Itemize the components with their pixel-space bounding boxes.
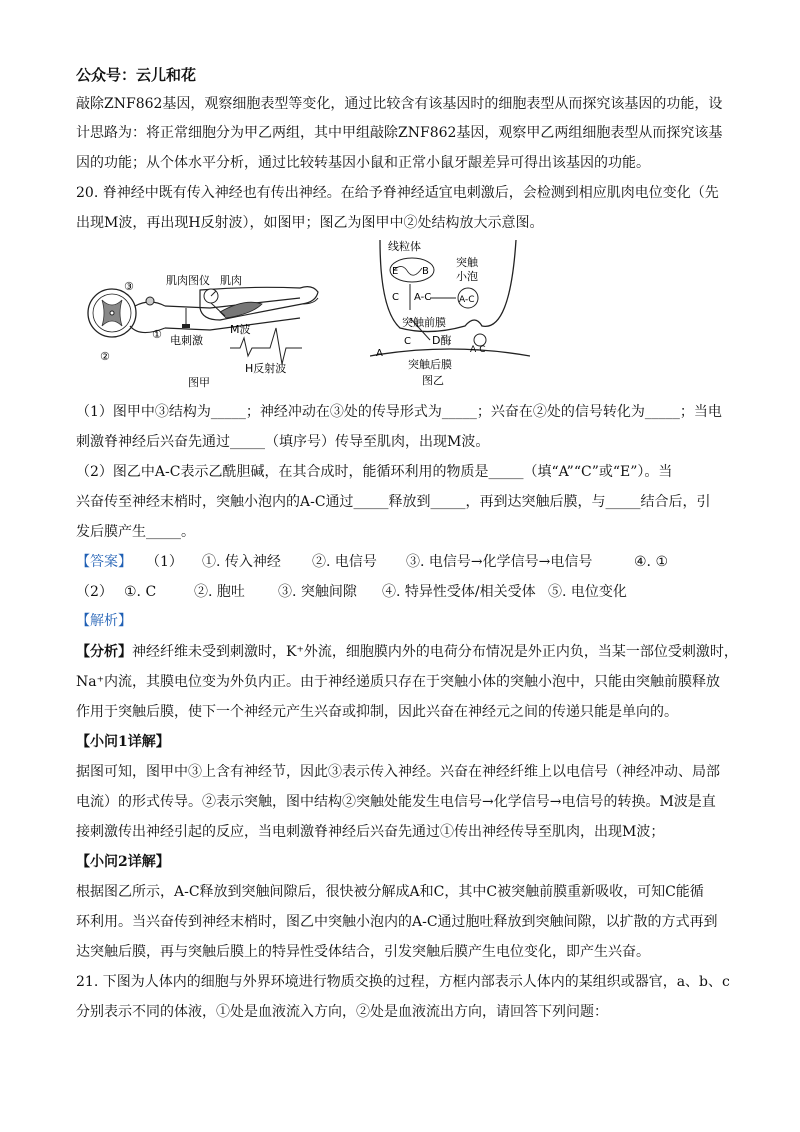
intro-line: 敲除ZNF862基因，观察细胞表型等变化，通过比较含有该基因时的细胞表型从而探究该基因的功能，设 [76,96,723,112]
answer-item: ③. 突触间隙 [278,584,357,600]
answer-item: ①. C [124,584,157,600]
intro-line: 因的功能；从个体水平分析，通过比较转基因小鼠和正常小鼠牙龈差异可得出该基因的功能。 [76,155,650,171]
answer-item: ②. 胞吐 [194,584,245,600]
figure-jia [80,268,342,390]
label-ac-low: A-C [470,345,486,355]
answer-item: ①. 传入神经 [202,554,281,570]
label-h-wave: H反射波 [245,362,287,375]
answer-item: ⑤. 电位变化 [548,584,627,600]
answer-item: ③. 电信号→化学信号→电信号 [406,554,593,570]
label-c-left: C [392,292,399,303]
analysis-line: 据图可知，图甲中③上含有神经节，因此③表示传入神经。兴奋在神经纤维上以电信号（神经冲动、局部 [76,764,720,780]
question-20-stem: 出现M波，再出现H反射波），如图甲；图乙为图甲中②处结构放大示意图。 [76,215,544,231]
analysis-line: 环利用。当兴奋传到神经末梢时，图乙中突触小泡内的A-C通过胞吐释放到突触间隙，以扩散的方式再到 [76,914,718,930]
label-vesicle-2: 小泡 [456,270,478,283]
label-stimulus: 电刺激 [170,334,203,347]
label-3: ③ [124,280,134,293]
figure-yi [370,240,530,388]
label-recorder: 肌肉图仪 [166,274,210,287]
sub2-tag: 【小问2详解】 [76,854,170,870]
label-e: E [392,266,399,277]
answer-tag: 【答案】 [76,554,132,570]
analysis-line: 根据图乙所示，A-C释放到突触间隙后，很快被分解成A和C，其中C被突触前膜重新吸收，可知C能循 [76,884,704,900]
label-presynaptic: 突触前膜 [402,316,446,329]
caption-yi: 图乙 [422,374,444,387]
answer-item: （1） [146,554,183,570]
answer-item: ②. 电信号 [312,554,377,570]
answer-item: ④. 特异性受体/相关受体 [382,584,536,600]
analysis-line: 接刺激传出神经引起的反应，当电刺激脊神经后兴奋先通过①传出神经传导至肌肉，出现M波； [76,824,665,840]
header-label: 公众号：云儿和花 [76,66,197,84]
caption-jia: 图甲 [188,376,210,389]
label-d-enzyme: D酶 [432,334,452,347]
analysis-line: 电流）的形式传导。②表示突触，图中结构②突触处能发生电信号→化学信号→电信号的转换。M波是直 [76,794,716,810]
label-vesicle-1: 突触 [456,256,478,269]
q20-sub1: （1）图甲中③结构为_____；神经冲动在③处的传导形式为_____；兴奋在②处的信号转化为_____；当电 [76,404,722,420]
label-2: ② [100,350,110,363]
analysis-tag: 【解析】 [76,613,132,629]
label-c-low: C [404,336,411,347]
analysis-line: Na⁺内流，其膜电位变为外负内正。由于神经递质只存在于突触小体的突触小泡中，只能由突触前膜释放 [76,674,720,690]
label-ac-mid: A-C [414,292,432,303]
label-m-wave: M波 [230,323,251,336]
q20-sub2: （2）图乙中A-C表示乙酰胆碱，在其合成时，能循环利用的物质是_____（填“A”“C”或“E”）。当 [76,464,673,480]
label-1: ① [152,328,162,341]
q20-sub2: 发后膜产生_____。 [76,524,195,540]
analysis-line: 达突触后膜，再与突触后膜上的特异性受体结合，引发突触后膜产生电位变化，即产生兴奋。 [76,944,650,960]
fenxi-tag: 【分析】 [76,644,132,660]
answer-row-1 [76,552,668,572]
question-20-stem: 20. 脊神经中既有传入神经也有传出神经。在给予脊神经适宜电刺激后，会检测到相应肌肉电位变化（先 [76,185,719,201]
label-muscle: 肌肉 [220,274,242,287]
label-postsynaptic: 突触后膜 [408,358,452,371]
question-21-stem: 21. 下图为人体内的细胞与外界环境进行物质交换的过程，方框内部表示人体内的某组织或器官，a、b、c [76,974,730,990]
analysis-line: 作用于突触后膜，使下一个神经元产生兴奋或抑制，因此兴奋在神经元之间的传递只能是单向的。 [76,704,678,720]
fenxi-text: 神经纤维未受到刺激时，K⁺外流，细胞膜内外的电荷分布情况是外正内负，当某一部位受刺激时， [132,644,738,660]
answer-item: ④. ① [634,554,669,570]
label-b: B [422,266,429,277]
answer-item: （2） [76,584,113,600]
intro-line: 计思路为：将正常细胞分为甲乙两组，其中甲组敲除ZNF862基因，观察甲乙两组细胞表型从而探究该基 [76,125,723,141]
q20-sub2: 兴奋传至神经末梢时，突触小泡内的A-C通过_____释放到_____，再到达突触后膜，与_____结合后，引 [76,494,711,510]
label-ac-circle: A-C [459,295,475,305]
label-mitochondria: 线粒体 [388,240,421,253]
question-21-stem: 分别表示不同的体液，①处是血液流入方向，②处是血液流出方向，请回答下列问题： [76,1004,608,1020]
analysis-line [76,642,738,662]
answer-row-2 [76,582,627,602]
q20-sub1: 刺激脊神经后兴奋先通过_____（填序号）传导至肌肉，出现M波。 [76,434,490,450]
label-a: A [376,348,383,359]
sub1-tag: 【小问1详解】 [76,734,170,750]
